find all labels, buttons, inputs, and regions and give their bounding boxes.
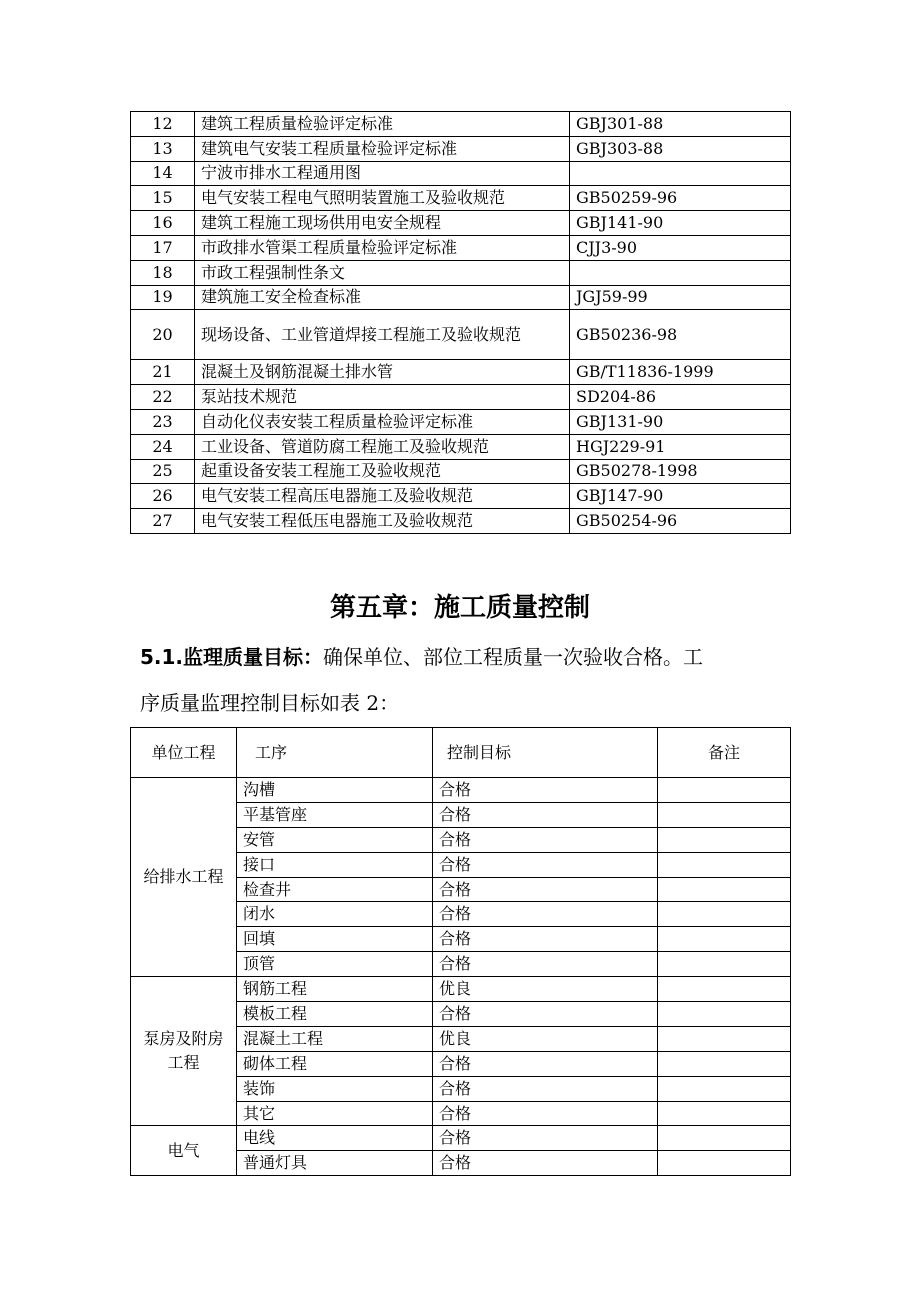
standard-row [131,459,791,484]
standard-code: GBJ141-90 [570,211,791,236]
process-cell: 回填 [237,927,433,952]
standard-name: 建筑工程施工现场供用电安全规程 [195,211,570,236]
remark-cell [658,952,791,977]
standard-row [131,509,791,534]
process-cell: 其它 [237,1101,433,1126]
process-cell: 混凝土工程 [237,1026,433,1051]
standard-row [131,360,791,385]
standard-name: 起重设备安装工程施工及验收规范 [195,459,570,484]
standard-number: 16 [131,211,195,236]
standard-number: 23 [131,409,195,434]
standard-code: HGJ229-91 [570,434,791,459]
standard-code: GB50254-96 [570,509,791,534]
standard-name: 电气安装工程低压电器施工及验收规范 [195,509,570,534]
standard-row [131,112,791,137]
remark-cell [658,778,791,803]
standard-number: 22 [131,385,195,410]
header-unit: 单位工程 [131,728,237,778]
quality-row [131,1126,791,1151]
target-cell: 合格 [433,1126,658,1151]
unit-project-cell: 给排水工程 [131,778,237,977]
quality-row [131,977,791,1002]
standard-name: 市政工程强制性条文 [195,260,570,285]
process-cell: 顶管 [237,952,433,977]
standard-number: 18 [131,260,195,285]
standard-name: 建筑工程质量检验评定标准 [195,112,570,137]
process-cell: 平基管座 [237,802,433,827]
standard-code: GBJ147-90 [570,484,791,509]
remark-cell [658,1051,791,1076]
quality-control-table [130,727,791,1176]
target-cell: 合格 [433,1051,658,1076]
standard-code: GB/T11836-1999 [570,360,791,385]
standards-table [130,111,791,534]
standard-code [570,260,791,285]
standard-number: 27 [131,509,195,534]
section-text-line1: 确保单位、部位工程质量一次验收合格。工 [323,645,704,669]
remark-cell [658,927,791,952]
process-cell: 安管 [237,827,433,852]
process-cell: 闭水 [237,902,433,927]
target-cell: 合格 [433,802,658,827]
standard-name: 宁波市排水工程通用图 [195,161,570,186]
target-cell: 合格 [433,952,658,977]
standard-name: 混凝土及钢筋混凝土排水管 [195,360,570,385]
standard-row [131,211,791,236]
process-cell: 接口 [237,852,433,877]
standard-name: 泵站技术规范 [195,385,570,410]
standard-row [131,484,791,509]
chapter-title: 第五章：施工质量控制 [329,593,590,623]
standard-number: 25 [131,459,195,484]
standard-row [131,136,791,161]
standard-number: 24 [131,434,195,459]
standards-table-body [131,112,791,534]
standard-number: 21 [131,360,195,385]
standard-name: 现场设备、工业管道焊接工程施工及验收规范 [195,310,570,360]
standard-name: 电气安装工程电气照明装置施工及验收规范 [195,186,570,211]
target-cell: 优良 [433,977,658,1002]
remark-cell [658,1151,791,1176]
remark-cell [658,1101,791,1126]
standard-code: GB50259-96 [570,186,791,211]
remark-cell [658,1002,791,1027]
remark-cell [658,852,791,877]
standard-number: 13 [131,136,195,161]
standard-name: 建筑施工安全检查标准 [195,285,570,310]
standard-code: JGJ59-99 [570,285,791,310]
standard-code: GB50278-1998 [570,459,791,484]
standard-row [131,186,791,211]
standard-number: 26 [131,484,195,509]
target-cell: 合格 [433,1002,658,1027]
target-cell: 合格 [433,902,658,927]
process-cell: 模板工程 [237,1002,433,1027]
standard-number: 20 [131,310,195,360]
standard-number: 12 [131,112,195,137]
standard-number: 17 [131,235,195,260]
standard-row [131,310,791,360]
standard-name: 市政排水管渠工程质量检验评定标准 [195,235,570,260]
process-cell: 砌体工程 [237,1051,433,1076]
process-cell: 钢筋工程 [237,977,433,1002]
target-cell: 合格 [433,877,658,902]
section-paragraph-line2: 序质量监理控制目标如表 2： [140,691,400,715]
standard-row [131,385,791,410]
remark-cell [658,877,791,902]
process-cell: 装饰 [237,1076,433,1101]
target-cell: 合格 [433,1151,658,1176]
standard-name: 建筑电气安装工程质量检验评定标准 [195,136,570,161]
standard-code: SD204-86 [570,385,791,410]
standard-row [131,434,791,459]
remark-cell [658,827,791,852]
standard-code: GBJ301-88 [570,112,791,137]
target-cell: 合格 [433,852,658,877]
quality-table-body [131,728,791,1176]
standard-name: 电气安装工程高压电器施工及验收规范 [195,484,570,509]
standard-row [131,285,791,310]
target-cell: 合格 [433,927,658,952]
quality-row [131,778,791,803]
remark-cell [658,1126,791,1151]
process-cell: 普通灯具 [237,1151,433,1176]
target-cell: 合格 [433,827,658,852]
standard-code [570,161,791,186]
target-cell: 合格 [433,1101,658,1126]
target-cell: 合格 [433,778,658,803]
unit-project-cell: 泵房及附房工程 [131,977,237,1126]
remark-cell [658,977,791,1002]
header-remark: 备注 [658,728,791,778]
unit-project-cell: 电气 [131,1126,237,1176]
section-paragraph-line1 [140,642,800,672]
remark-cell [658,802,791,827]
standard-code: GBJ131-90 [570,409,791,434]
standard-row [131,409,791,434]
standard-number: 14 [131,161,195,186]
process-cell: 电线 [237,1126,433,1151]
process-cell: 检查井 [237,877,433,902]
process-cell: 沟槽 [237,778,433,803]
header-process: 工序 [237,728,433,778]
standard-name: 自动化仪表安装工程质量检验评定标准 [195,409,570,434]
remark-cell [658,1026,791,1051]
standard-name: 工业设备、管道防腐工程施工及验收规范 [195,434,570,459]
standard-code: GBJ303-88 [570,136,791,161]
standard-row [131,161,791,186]
standard-row [131,260,791,285]
standard-code: GB50236-98 [570,310,791,360]
target-cell: 合格 [433,1076,658,1101]
target-cell: 优良 [433,1026,658,1051]
standard-row [131,235,791,260]
header-target: 控制目标 [433,728,658,778]
remark-cell [658,1076,791,1101]
section-heading: 5.1.监理质量目标： [140,645,324,669]
remark-cell [658,902,791,927]
quality-table-header-row [131,728,791,778]
standard-number: 19 [131,285,195,310]
standard-number: 15 [131,186,195,211]
standard-code: CJJ3-90 [570,235,791,260]
